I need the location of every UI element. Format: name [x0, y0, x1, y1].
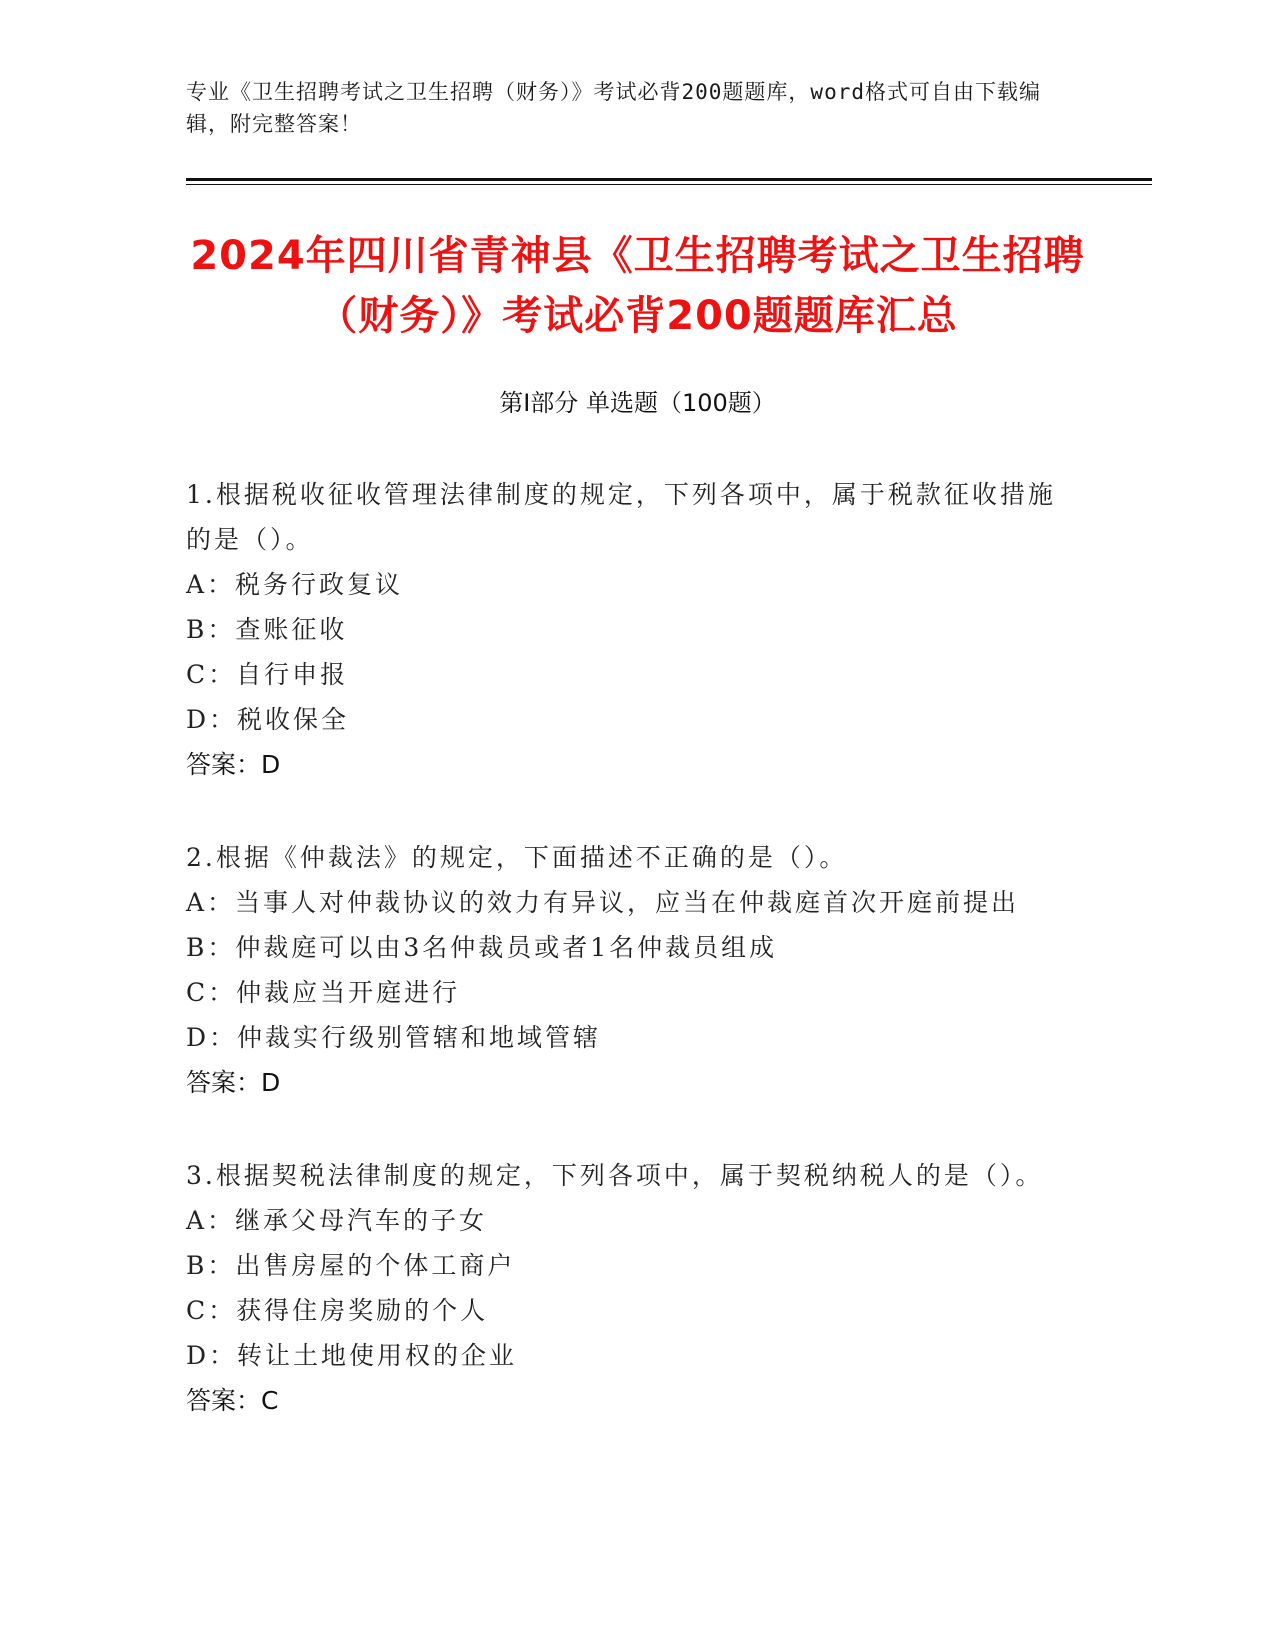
- question-stem: 1.根据税收征收管理法律制度的规定，下列各项中，属于税款征收措施的是（）。: [186, 480, 1056, 554]
- option-d: D：税收保全: [186, 705, 350, 734]
- option-a: A：继承父母汽车的子女: [186, 1206, 488, 1235]
- option-c: C：自行申报: [186, 660, 349, 689]
- question-list: [186, 472, 1066, 1471]
- option-a: A：当事人对仲裁协议的效力有异议，应当在仲裁庭首次开庭前提出: [186, 888, 1020, 917]
- option-b: B：出售房屋的个体工商户: [186, 1251, 516, 1280]
- header-note: 专业《卫生招聘考试之卫生招聘（财务）》考试必背200题题库，word格式可自由下载编辑，附完整答案！: [186, 80, 1041, 136]
- option-b: B：查账征收: [186, 615, 348, 644]
- option-d: D：转让土地使用权的企业: [186, 1341, 518, 1370]
- section-title: 第Ⅰ部分 单选题（100题）: [499, 389, 776, 417]
- header-divider-thin: [186, 184, 1152, 185]
- question-2: [186, 835, 1066, 1105]
- header-divider: [186, 178, 1152, 181]
- option-b: B：仲裁庭可以由3名仲裁员或者1名仲裁员组成: [186, 933, 778, 962]
- answer-line: 答案：C: [186, 1386, 279, 1415]
- answer-line: 答案：D: [186, 750, 281, 779]
- answer-line: 答案：D: [186, 1068, 281, 1097]
- option-c: C：仲裁应当开庭进行: [186, 978, 461, 1007]
- question-stem: 2.根据《仲裁法》的规定，下面描述不正确的是（）。: [186, 843, 848, 872]
- question-1: [186, 472, 1066, 787]
- question-stem: 3.根据契税法律制度的规定，下列各项中，属于契税纳税人的是（）。: [186, 1161, 1044, 1190]
- option-d: D：仲裁实行级别管辖和地域管辖: [186, 1023, 602, 1052]
- option-a: A：税务行政复议: [186, 570, 404, 599]
- document-title: 2024年四川省青神县《卫生招聘考试之卫生招聘（财务）》考试必背200题题库汇总: [190, 233, 1085, 339]
- question-3: [186, 1153, 1066, 1423]
- option-c: C：获得住房奖励的个人: [186, 1296, 489, 1325]
